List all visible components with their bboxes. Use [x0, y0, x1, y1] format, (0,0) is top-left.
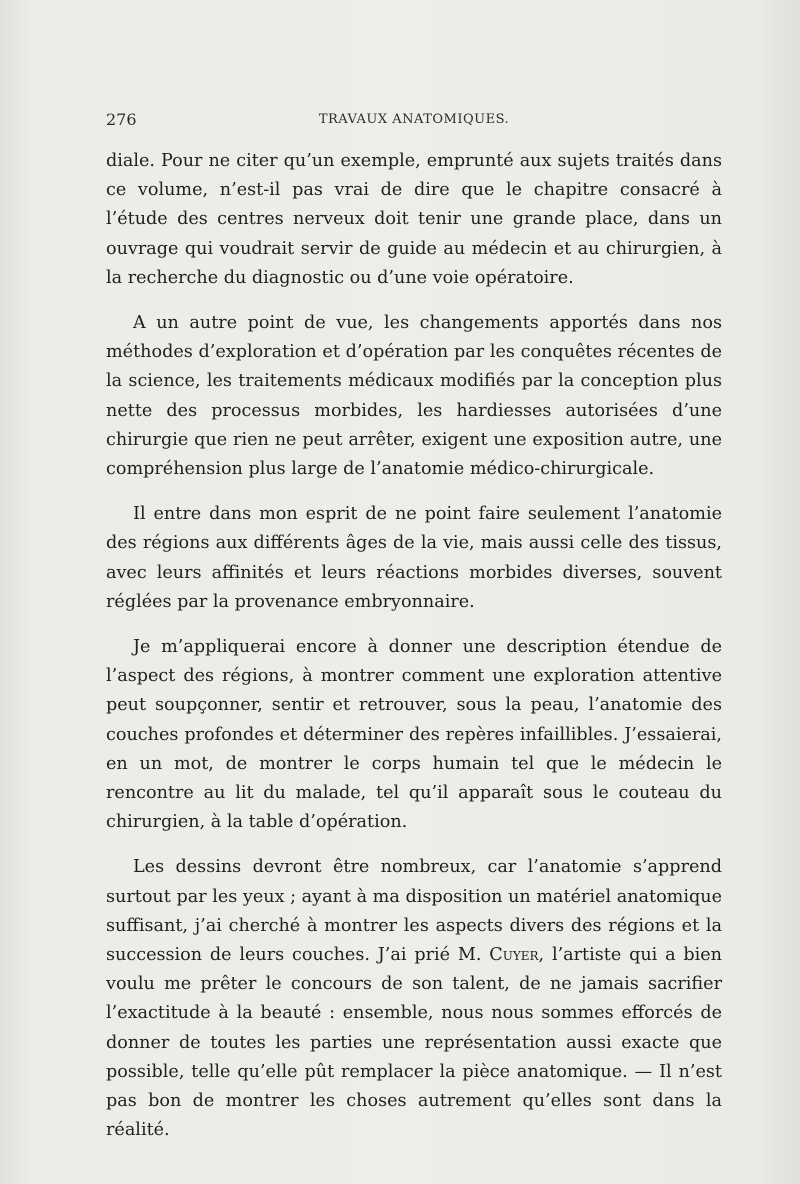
paragraph-5-text-before: Les dessins devront être nombreux, car l’anatomie s’apprend surtout par les yeux ; ayant à ma disposition un matériel anatomique suffisant, j’ai cherché à montrer les aspects divers des régions et la succession de leurs couches. J’ai prié M.	[106, 857, 722, 966]
paragraph-2: A un autre point de vue, les changements apportés dans nos méthodes d’exploration et d’opération par les conquêtes récentes de la science, les traitements médicaux modifiés par la conception plus nette des processus morbides, les hardiesses autorisées d’une chirurgie que rien ne peut arrêter, exigent une exposition autre, une compréhension plus large de l’anatomie médico-chirurgicale.	[106, 313, 722, 480]
paragraph-5-text-after: , l’artiste qui a bien voulu me prêter le concours de son talent, de ne jamais sacrifier l’exactitude à la beauté : ensemble, nous nous sommes efforcés de donner de toutes les parties une représentation aussi exacte que possible, telle qu’elle pût remplacer la pièce anatomique. — Il n’est pas bon de montrer les choses autrement qu’elles sont dans la réalité.	[106, 945, 723, 1141]
paragraph-1: diale. Pour ne citer qu’un exemple, emprunté aux sujets traités dans ce volume, n’est-il pas vrai de dire que le chapitre consacré à l’étude des centres nerveux doit tenir une grande place, dans un ouvrage qui voudrait servir de guide au médecin et au chirurgien, à la recherche du diagnostic ou d’une voie opératoire.	[106, 151, 722, 288]
paragraph-4: Je m’appliquerai encore à donner une description étendue de l’aspect des régions, à montrer comment une exploration attentive peut soupçonner, sentir et retrouver, sous la peau, l’anatomie des couches profondes et déterminer des repères infaillibles. J’essaierai, en un mot, de montrer le corps humain tel que le médecin le rencontre au lit du malade, tel qu’il apparaît sous le couteau du chirurgien, à la table d’opération.	[106, 637, 722, 833]
paragraph-5	[106, 853, 722, 1145]
paragraph-3: Il entre dans mon esprit de ne point faire seulement l’anatomie des régions aux différents âges de la vie, mais aussi celle des tissus, avec leurs affinités et leurs réactions morbides diverses, souvent réglées par la provenance embryonnaire.	[106, 504, 722, 612]
page-number: 276	[106, 110, 137, 129]
running-title: TRAVAUX ANATOMIQUES.	[318, 112, 510, 127]
page-header	[106, 110, 722, 140]
artist-name: Cuyer	[489, 945, 539, 966]
body-text	[106, 147, 722, 1162]
